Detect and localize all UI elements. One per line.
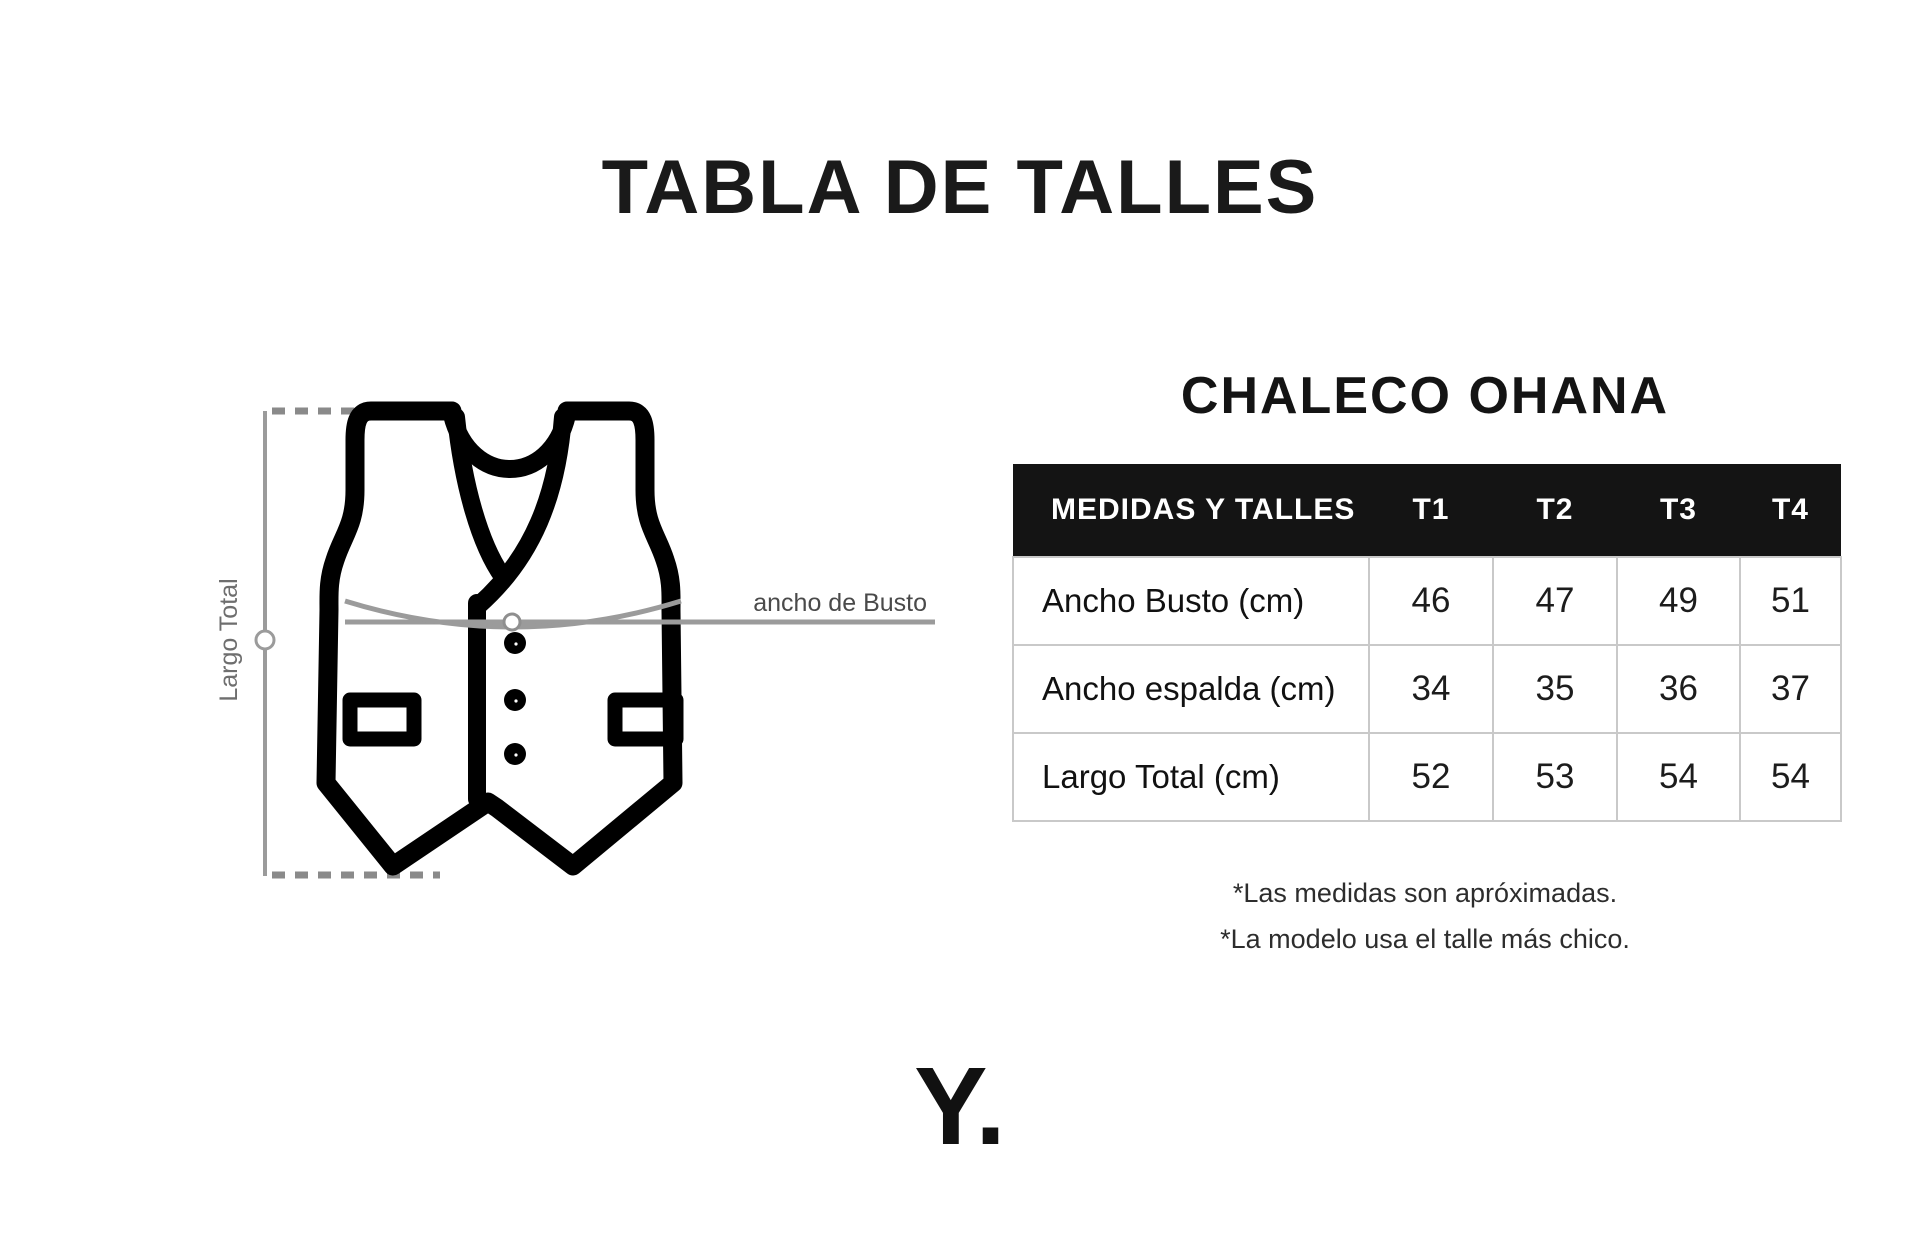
header-cell-t4: T4 xyxy=(1740,464,1841,557)
measurement-notes xyxy=(990,870,1860,962)
note-line-2: *La modelo usa el talle más chico. xyxy=(1220,924,1630,954)
size-table xyxy=(1012,464,1842,822)
row-label: Largo Total (cm) xyxy=(1013,733,1369,821)
cell-value: 36 xyxy=(1617,645,1740,733)
length-label: Largo Total xyxy=(215,578,243,702)
cell-value: 54 xyxy=(1617,733,1740,821)
size-chart-panel xyxy=(990,367,1860,962)
page-title: TABLA DE TALLES xyxy=(601,145,1319,230)
note-line-1: *Las medidas son apróximadas. xyxy=(1232,878,1618,908)
cell-value: 34 xyxy=(1369,645,1493,733)
row-label: Ancho espalda (cm) xyxy=(1013,645,1369,733)
cell-value: 37 xyxy=(1740,645,1841,733)
vest-measurement-diagram xyxy=(185,395,955,895)
bust-label: ancho de Busto xyxy=(753,589,927,617)
cell-value: 47 xyxy=(1493,557,1617,645)
header-cell-t3: T3 xyxy=(1617,464,1740,557)
product-title: CHALECO OHANA xyxy=(1180,367,1670,425)
cell-value: 51 xyxy=(1740,557,1841,645)
brand-logo: Y. xyxy=(914,1045,1006,1168)
cell-value: 35 xyxy=(1493,645,1617,733)
table-row-largo-total xyxy=(1013,733,1841,821)
cell-value: 54 xyxy=(1740,733,1841,821)
cell-value: 53 xyxy=(1493,733,1617,821)
row-label: Ancho Busto (cm) xyxy=(1013,557,1369,645)
vest-icon xyxy=(326,411,676,866)
size-table-header-row xyxy=(1013,464,1841,557)
table-row-ancho-espalda xyxy=(1013,645,1841,733)
cell-value: 49 xyxy=(1617,557,1740,645)
header-cell-t2: T2 xyxy=(1493,464,1617,557)
table-row-ancho-busto xyxy=(1013,557,1841,645)
header-cell-medidas: MEDIDAS Y TALLES xyxy=(1013,464,1369,557)
cell-value: 52 xyxy=(1369,733,1493,821)
vest-pocket-left xyxy=(350,700,414,739)
length-line-midpoint-marker xyxy=(256,631,274,649)
bust-line-marker xyxy=(504,614,520,630)
cell-value: 46 xyxy=(1369,557,1493,645)
vest-buttons xyxy=(504,632,526,765)
header-cell-t1: T1 xyxy=(1369,464,1493,557)
